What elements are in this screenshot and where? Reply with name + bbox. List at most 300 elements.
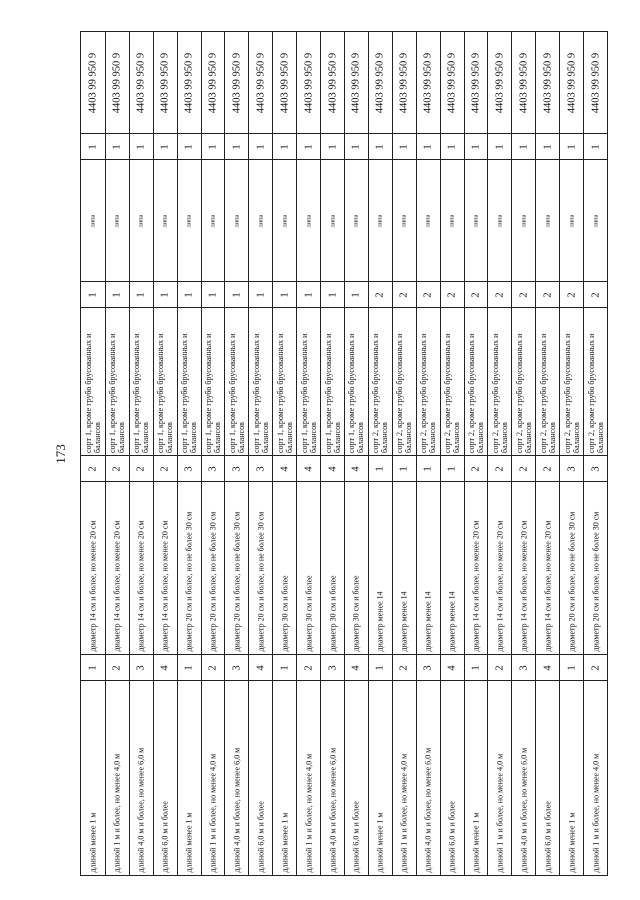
- table-row: [320, 32, 344, 875]
- code-cell: [130, 32, 153, 133]
- grade-num-cell-text: 1: [279, 291, 291, 298]
- code-cell: [393, 32, 416, 133]
- diameter-cell-text: диаметр 30 см и более: [328, 575, 338, 652]
- grade-num-cell-text: 1: [135, 291, 147, 298]
- diameter-cell: [536, 481, 559, 654]
- classification-table: [80, 31, 608, 876]
- code-cell-text: 4403 99 950 9: [327, 52, 339, 113]
- grade-cell: [345, 307, 368, 455]
- species-cell: [369, 159, 392, 281]
- code-cell-text: 4403 99 950 9: [590, 52, 602, 113]
- table-row: [177, 32, 201, 875]
- species-cell-text: липа: [400, 213, 408, 228]
- diam-num-cell-text: 2: [135, 465, 147, 472]
- species-cell: [488, 159, 511, 281]
- length-cell-text: длиной менее 1 м: [184, 812, 194, 873]
- grade-cell: [465, 307, 488, 455]
- grade-num-cell-text: 1: [207, 291, 219, 298]
- diameter-cell: [345, 481, 368, 654]
- species-cell: [560, 159, 583, 281]
- grade-num-cell-text: 1: [350, 291, 362, 298]
- grade-num-cell-text: 2: [398, 291, 410, 298]
- species-cell: [345, 159, 368, 281]
- species-cell-text: липа: [520, 213, 528, 228]
- len-num-cell-text: 2: [398, 664, 410, 671]
- length-cell-text: длиной 4,0 м и более, но менее 6,0 м: [136, 747, 146, 873]
- col1-cell-text: 1: [135, 143, 147, 150]
- diam-num-cell-text: 3: [231, 465, 243, 472]
- table-row: [272, 32, 296, 875]
- grade-cell-text: сорт 1, кроме грубо брусованных и балансов: [156, 333, 175, 453]
- diameter-cell: [417, 481, 440, 654]
- diam-num-cell-text: 1: [398, 465, 410, 472]
- len-num-cell: [536, 654, 559, 680]
- species-cell: [81, 159, 105, 281]
- diameter-cell-text: диаметр 20 см и более, но не более 30 см: [232, 511, 242, 652]
- grade-num-cell-text: 1: [255, 291, 267, 298]
- grade-num-cell: [321, 281, 344, 307]
- grade-num-cell-text: 1: [303, 291, 315, 298]
- diameter-cell: [297, 481, 320, 654]
- col1-cell-text: 1: [374, 143, 386, 150]
- grade-num-cell-text: 1: [87, 291, 99, 298]
- code-cell-text: 4403 99 950 9: [135, 52, 147, 113]
- code-cell: [178, 32, 201, 133]
- grade-num-cell-text: 2: [446, 291, 458, 298]
- len-num-cell: [106, 654, 129, 680]
- code-cell: [81, 32, 105, 133]
- len-num-cell-text: 1: [279, 664, 291, 671]
- length-cell-text: длиной 1 м и более, но менее 4,0 м: [112, 753, 122, 873]
- col1-cell-text: 1: [542, 143, 554, 150]
- species-cell: [273, 159, 296, 281]
- grade-num-cell: [345, 281, 368, 307]
- species-cell-text: липа: [161, 213, 169, 228]
- grade-num-cell-text: 2: [518, 291, 530, 298]
- grade-cell: [249, 307, 272, 455]
- length-cell-text: длиной 4,0 м и более, но менее 6,0 м: [519, 747, 529, 873]
- length-cell-text: длиной 6,0 м и более: [543, 801, 553, 873]
- length-cell: [441, 680, 464, 875]
- species-cell: [321, 159, 344, 281]
- col1-cell-text: 1: [207, 143, 219, 150]
- grade-num-cell-text: 1: [111, 291, 123, 298]
- code-cell-text: 4403 99 950 9: [470, 52, 482, 113]
- length-cell-text: длиной менее 1 м: [375, 812, 385, 873]
- grade-num-cell-text: 2: [374, 291, 386, 298]
- species-cell-text: липа: [568, 213, 576, 228]
- len-num-cell-text: 4: [446, 664, 458, 671]
- species-cell-text: липа: [496, 213, 504, 228]
- code-cell-text: 4403 99 950 9: [111, 52, 123, 113]
- len-num-cell-text: 2: [590, 664, 602, 671]
- length-cell: [393, 680, 416, 875]
- len-num-cell: [178, 654, 201, 680]
- len-num-cell-text: 3: [135, 664, 147, 671]
- length-cell-text: длиной менее 1 м: [280, 812, 290, 873]
- species-cell: [178, 159, 201, 281]
- diameter-cell: [488, 481, 511, 654]
- species-cell-text: липа: [113, 213, 121, 228]
- col1-cell-text: 1: [231, 143, 243, 150]
- code-cell: [154, 32, 177, 133]
- grade-cell: [417, 307, 440, 455]
- col1-cell: [297, 133, 320, 159]
- species-cell: [512, 159, 535, 281]
- diam-num-cell-text: 3: [566, 465, 578, 472]
- code-cell: [106, 32, 129, 133]
- diameter-cell-text: диаметр 20 см и более, но не более 30 см: [184, 511, 194, 652]
- grade-num-cell: [369, 281, 392, 307]
- grade-num-cell: [584, 281, 607, 307]
- len-num-cell: [297, 654, 320, 680]
- len-num-cell: [417, 654, 440, 680]
- diam-num-cell: [106, 455, 129, 481]
- diameter-cell: [465, 481, 488, 654]
- len-num-cell-text: 1: [374, 664, 386, 671]
- col1-cell: [273, 133, 296, 159]
- code-cell: [584, 32, 607, 133]
- grade-num-cell: [178, 281, 201, 307]
- table-row: [81, 32, 105, 875]
- species-cell-text: липа: [281, 213, 289, 228]
- length-cell: [249, 680, 272, 875]
- length-cell-text: длиной 4,0 м и более, но менее 6,0 м: [328, 747, 338, 873]
- code-cell: [321, 32, 344, 133]
- length-cell: [321, 680, 344, 875]
- col1-cell: [345, 133, 368, 159]
- col1-cell-text: 1: [494, 143, 506, 150]
- col1-cell-text: 1: [327, 143, 339, 150]
- code-cell-text: 4403 99 950 9: [566, 52, 578, 113]
- col1-cell-text: 1: [398, 143, 410, 150]
- col1-cell-text: 1: [446, 143, 458, 150]
- grade-cell: [488, 307, 511, 455]
- species-cell-text: липа: [592, 213, 600, 228]
- length-cell: [512, 680, 535, 875]
- grade-num-cell: [273, 281, 296, 307]
- diam-num-cell-text: 2: [111, 465, 123, 472]
- len-num-cell: [488, 654, 511, 680]
- code-cell-text: 4403 99 950 9: [231, 52, 243, 113]
- grade-cell-text: сорт 2, кроме грубо брусованных и балансов: [490, 333, 509, 453]
- code-cell-text: 4403 99 950 9: [255, 52, 267, 113]
- len-num-cell: [225, 654, 248, 680]
- col1-cell: [178, 133, 201, 159]
- length-cell-text: длиной 1 м и более, но менее 4,0 м: [304, 753, 314, 873]
- length-cell-text: длиной 6,0 м и более: [160, 801, 170, 873]
- len-num-cell: [345, 654, 368, 680]
- code-cell-text: 4403 99 950 9: [207, 52, 219, 113]
- species-cell: [249, 159, 272, 281]
- grade-cell: [369, 307, 392, 455]
- species-cell-text: липа: [89, 213, 97, 228]
- species-cell-text: липа: [329, 213, 337, 228]
- code-cell: [465, 32, 488, 133]
- species-cell: [465, 159, 488, 281]
- code-cell-text: 4403 99 950 9: [446, 52, 458, 113]
- grade-num-cell: [225, 281, 248, 307]
- diam-num-cell-text: 2: [518, 465, 530, 472]
- grade-cell-text: сорт 1, кроме грубо брусованных и балансов: [251, 333, 270, 453]
- len-num-cell: [584, 654, 607, 680]
- diam-num-cell: [417, 455, 440, 481]
- diameter-cell-text: диаметр менее 14: [447, 591, 457, 652]
- length-cell-text: длиной 1 м и более, но менее 4,0 м: [495, 753, 505, 873]
- diameter-cell: [178, 481, 201, 654]
- len-num-cell-text: 2: [207, 664, 219, 671]
- col1-cell-text: 1: [422, 143, 434, 150]
- code-cell: [560, 32, 583, 133]
- code-cell-text: 4403 99 950 9: [422, 52, 434, 113]
- len-num-cell-text: 4: [159, 664, 171, 671]
- table-row: [201, 32, 225, 875]
- len-num-cell: [369, 654, 392, 680]
- grade-cell-text: сорт 2, кроме грубо брусованных и балансов: [562, 333, 581, 453]
- diameter-cell-text: диаметр 14 см и более, но менее 20 см: [471, 520, 481, 652]
- code-cell: [345, 32, 368, 133]
- length-cell: [130, 680, 153, 875]
- table-row: [559, 32, 583, 875]
- len-num-cell: [273, 654, 296, 680]
- diameter-cell: [106, 481, 129, 654]
- grade-cell-text: сорт 2, кроме грубо брусованных и балансов: [371, 333, 390, 453]
- col1-cell-text: 1: [303, 143, 315, 150]
- len-num-cell-text: 2: [494, 664, 506, 671]
- length-cell-text: длиной 4,0 м и более, но менее 6,0 м: [232, 747, 242, 873]
- diameter-cell: [225, 481, 248, 654]
- length-cell: [465, 680, 488, 875]
- len-num-cell-text: 1: [183, 664, 195, 671]
- species-cell-text: липа: [185, 213, 193, 228]
- grade-num-cell-text: 1: [231, 291, 243, 298]
- diam-num-cell-text: 4: [279, 465, 291, 472]
- col1-cell-text: 1: [159, 143, 171, 150]
- species-cell: [154, 159, 177, 281]
- species-cell: [106, 159, 129, 281]
- diam-num-cell-text: 1: [374, 465, 386, 472]
- col1-cell-text: 1: [87, 143, 99, 150]
- grade-num-cell: [202, 281, 225, 307]
- col1-cell: [81, 133, 105, 159]
- code-cell-text: 4403 99 950 9: [87, 52, 99, 113]
- species-cell-text: липа: [233, 213, 241, 228]
- col1-cell-text: 1: [255, 143, 267, 150]
- col1-cell-text: 1: [350, 143, 362, 150]
- species-cell: [297, 159, 320, 281]
- grade-cell: [202, 307, 225, 455]
- grade-cell-text: сорт 1, кроме грубо брусованных и балансов: [132, 333, 151, 453]
- col1-cell-text: 1: [111, 143, 123, 150]
- col1-cell: [393, 133, 416, 159]
- length-cell-text: длиной 6,0 м и более: [256, 801, 266, 873]
- diam-num-cell: [81, 455, 105, 481]
- species-cell-text: липа: [209, 213, 217, 228]
- species-cell-text: липа: [424, 213, 432, 228]
- code-cell-text: 4403 99 950 9: [398, 52, 410, 113]
- diam-num-cell-text: 2: [542, 465, 554, 472]
- grade-num-cell-text: 1: [159, 291, 171, 298]
- diam-num-cell: [441, 455, 464, 481]
- len-num-cell: [393, 654, 416, 680]
- length-cell-text: длиной 1 м и более, но менее 4,0 м: [208, 753, 218, 873]
- diameter-cell-text: диаметр 30 см и более: [280, 575, 290, 652]
- code-cell: [225, 32, 248, 133]
- grade-cell: [536, 307, 559, 455]
- diam-num-cell: [154, 455, 177, 481]
- diam-num-cell: [321, 455, 344, 481]
- diam-num-cell: [560, 455, 583, 481]
- table-row: [296, 32, 320, 875]
- grade-cell-text: сорт 2, кроме грубо брусованных и балансов: [419, 333, 438, 453]
- length-cell: [297, 680, 320, 875]
- col1-cell: [512, 133, 535, 159]
- species-cell: [130, 159, 153, 281]
- diam-num-cell-text: 2: [494, 465, 506, 472]
- col1-cell: [106, 133, 129, 159]
- diam-num-cell-text: 3: [590, 465, 602, 472]
- species-cell: [441, 159, 464, 281]
- grade-num-cell-text: 1: [183, 291, 195, 298]
- page-number: 173: [53, 444, 68, 464]
- grade-cell: [178, 307, 201, 455]
- species-cell-text: липа: [305, 213, 313, 228]
- len-num-cell-text: 4: [255, 664, 267, 671]
- grade-num-cell: [417, 281, 440, 307]
- len-num-cell-text: 1: [566, 664, 578, 671]
- code-cell: [488, 32, 511, 133]
- diameter-cell-text: диаметр 20 см и более, но не более 30 см: [591, 511, 601, 652]
- diameter-cell: [249, 481, 272, 654]
- species-cell: [536, 159, 559, 281]
- grade-num-cell: [560, 281, 583, 307]
- length-cell-text: длиной 1 м и более, но менее 4,0 м: [591, 753, 601, 873]
- table-row: [440, 32, 464, 875]
- code-cell-text: 4403 99 950 9: [374, 52, 386, 113]
- code-cell-text: 4403 99 950 9: [350, 52, 362, 113]
- diameter-cell: [81, 481, 105, 654]
- diam-num-cell: [393, 455, 416, 481]
- table-row: [153, 32, 177, 875]
- len-num-cell-text: 4: [542, 664, 554, 671]
- diam-num-cell: [512, 455, 535, 481]
- diameter-cell-text: диаметр 30 см и более: [304, 575, 314, 652]
- diameter-cell-text: диаметр 14 см и более, но менее 20 см: [88, 520, 98, 652]
- species-cell: [417, 159, 440, 281]
- diam-num-cell: [465, 455, 488, 481]
- length-cell-text: длиной 4,0 м и более, но менее 6,0 м: [423, 747, 433, 873]
- grade-cell-text: сорт 2, кроме грубо брусованных и балансов: [466, 333, 485, 453]
- col1-cell: [249, 133, 272, 159]
- len-num-cell-text: 1: [87, 664, 99, 671]
- col1-cell-text: 1: [518, 143, 530, 150]
- grade-cell: [130, 307, 153, 455]
- length-cell: [417, 680, 440, 875]
- diam-num-cell: [273, 455, 296, 481]
- table-row: [248, 32, 272, 875]
- col1-cell: [369, 133, 392, 159]
- diameter-cell-text: диаметр 20 см и более, но не более 30 см: [567, 511, 577, 652]
- length-cell: [536, 680, 559, 875]
- length-cell-text: длиной менее 1 м: [88, 812, 98, 873]
- len-num-cell: [81, 654, 105, 680]
- table-row: [583, 32, 607, 875]
- code-cell-text: 4403 99 950 9: [542, 52, 554, 113]
- col1-cell-text: 1: [470, 143, 482, 150]
- species-cell-text: липа: [352, 213, 360, 228]
- code-cell: [249, 32, 272, 133]
- diam-num-cell: [202, 455, 225, 481]
- len-num-cell-text: 2: [111, 664, 123, 671]
- length-cell: [273, 680, 296, 875]
- grade-cell: [225, 307, 248, 455]
- grade-num-cell-text: 2: [422, 291, 434, 298]
- col1-cell: [584, 133, 607, 159]
- length-cell-text: длиной 6,0 м и более: [351, 801, 361, 873]
- species-cell-text: липа: [257, 213, 265, 228]
- col1-cell: [536, 133, 559, 159]
- grade-num-cell-text: 2: [494, 291, 506, 298]
- diam-num-cell: [297, 455, 320, 481]
- length-cell-text: длиной 6,0 м и более: [447, 801, 457, 873]
- table-row: [105, 32, 129, 875]
- col1-cell-text: 1: [566, 143, 578, 150]
- grade-cell: [512, 307, 535, 455]
- len-num-cell: [560, 654, 583, 680]
- diameter-cell-text: диаметр менее 14: [399, 591, 409, 652]
- grade-cell-text: сорт 2, кроме грубо брусованных и балансов: [395, 333, 414, 453]
- species-cell: [202, 159, 225, 281]
- diameter-cell-text: диаметр 14 см и более, но менее 20 см: [543, 520, 553, 652]
- species-cell-text: липа: [137, 213, 145, 228]
- len-num-cell: [154, 654, 177, 680]
- grade-cell-text: сорт 2, кроме грубо брусованных и балансов: [443, 333, 462, 453]
- code-cell: [441, 32, 464, 133]
- grade-num-cell-text: 2: [590, 291, 602, 298]
- col1-cell: [130, 133, 153, 159]
- length-cell-text: длиной менее 1 м: [567, 812, 577, 873]
- len-num-cell-text: 3: [327, 664, 339, 671]
- grade-num-cell: [441, 281, 464, 307]
- grade-cell: [584, 307, 607, 455]
- diam-num-cell-text: 3: [255, 465, 267, 472]
- code-cell-text: 4403 99 950 9: [303, 52, 315, 113]
- grade-cell-text: сорт 2, кроме грубо брусованных и балансов: [514, 333, 533, 453]
- species-cell-text: липа: [448, 213, 456, 228]
- length-cell: [106, 680, 129, 875]
- diam-num-cell: [584, 455, 607, 481]
- species-cell: [393, 159, 416, 281]
- table-row: [224, 32, 248, 875]
- col1-cell: [202, 133, 225, 159]
- diam-num-cell-text: 2: [159, 465, 171, 472]
- grade-num-cell-text: 2: [542, 291, 554, 298]
- diam-num-cell: [536, 455, 559, 481]
- code-cell: [536, 32, 559, 133]
- species-cell-text: липа: [472, 213, 480, 228]
- col1-cell: [321, 133, 344, 159]
- length-cell: [225, 680, 248, 875]
- grade-num-cell: [130, 281, 153, 307]
- table-row: [344, 32, 368, 875]
- grade-cell-text: сорт 1, кроме грубо брусованных и балансов: [347, 333, 366, 453]
- code-cell-text: 4403 99 950 9: [518, 52, 530, 113]
- diameter-cell-text: диаметр 14 см и более, но менее 20 см: [519, 520, 529, 652]
- length-cell: [178, 680, 201, 875]
- grade-cell-text: сорт 1, кроме грубо брусованных и балансов: [203, 333, 222, 453]
- length-cell: [202, 680, 225, 875]
- col1-cell-text: 1: [183, 143, 195, 150]
